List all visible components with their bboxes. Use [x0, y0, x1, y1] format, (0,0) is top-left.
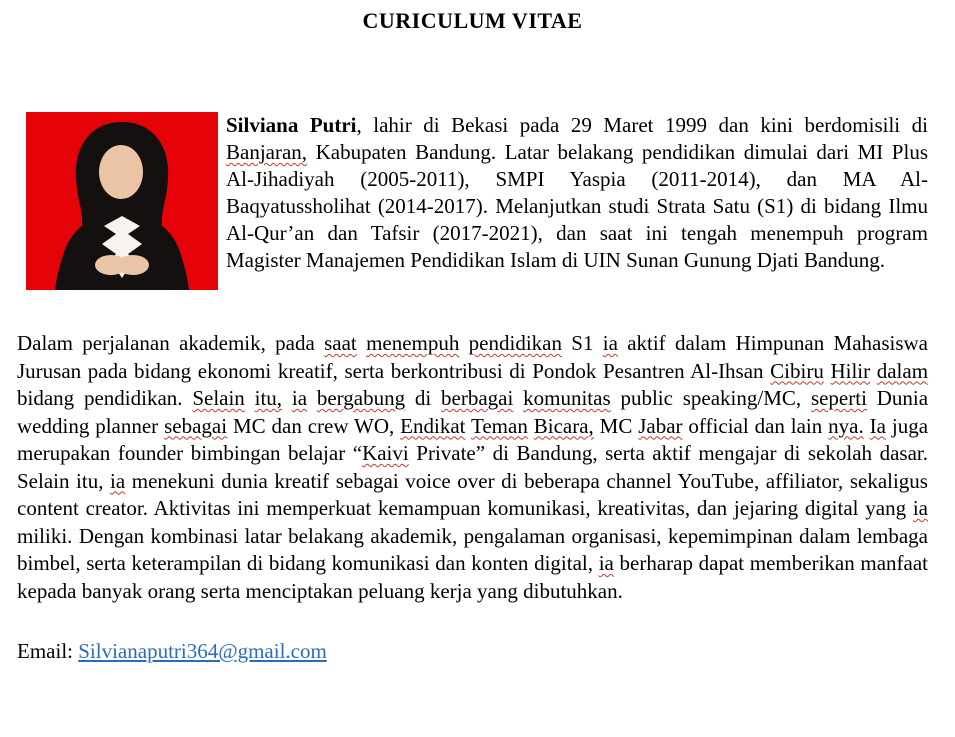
text-segment: menempuh — [366, 331, 460, 355]
text-segment — [357, 331, 366, 355]
text-segment: ia — [291, 386, 308, 410]
text-segment: Selain — [192, 386, 245, 410]
text-segment: Ia — [869, 413, 886, 438]
text-segment: MC dan crew WO, — [227, 413, 401, 438]
text-segment — [307, 386, 317, 410]
text-segment: sebagai — [164, 413, 228, 438]
text-segment: , lahir di Bekasi pada 29 Maret 1999 dan kini berdomisili di — [356, 113, 928, 137]
text-segment: miliki. Dengan kombinasi latar belakang akademik, pengalaman organisasi, kepemimpinan dalam lembaga bimbel, serta keterampilan di bidang komunikasi dan konten digital, — [17, 523, 928, 575]
text-segment: official dan lain — [682, 413, 829, 438]
text-segment: dalam — [876, 358, 929, 383]
text-segment: nya. — [828, 413, 864, 438]
text-segment: S1 — [561, 331, 603, 355]
text-segment: seperti — [810, 386, 867, 410]
text-segment: bidang pendidikan. — [17, 386, 193, 410]
text-segment: Banjaran, — [226, 140, 308, 164]
profile-photo — [26, 112, 218, 290]
text-segment: Cibiru — [770, 358, 824, 383]
text-segment: Kabupaten Bandung. Latar belakang pendidikan dimulai dari MI Plus Al-Jihadiyah (2005-2011), SMPI Yaspia (2011-2014), dan MA Al-Baqyatussholihat (2014-2017). Melanjutkan studi Strata Satu (S1) di bidang Ilmu Al-Qur’an dan Tafsir (2017-2021), dan saat ini tengah menempuh program Magister Manajemen Pendidikan Islam di UIN Sunan Gunung Djati Bandung. — [226, 140, 928, 272]
bio-paragraph — [226, 112, 928, 274]
text-segment: Kaivi — [362, 441, 409, 465]
text-segment: Jabar — [638, 413, 683, 438]
text-segment: berharap dapat memberikan manfaat kepada banyak orang serta menciptakan peluang kerja yang dibutuhkan. — [17, 551, 929, 603]
face-shape — [99, 145, 143, 199]
text-segment: Hilir — [830, 358, 871, 383]
text-segment: Bicara, — [533, 413, 594, 438]
hand-right — [117, 255, 149, 275]
text-segment: berbagai — [441, 386, 514, 410]
text-segment: MC — [593, 413, 639, 438]
text-segment — [513, 386, 523, 410]
text-segment: di — [405, 386, 442, 410]
text-segment: saat — [324, 331, 357, 355]
text-segment: Dunia wedding planner — [17, 386, 929, 438]
text-segment — [870, 359, 877, 383]
body-paragraph — [17, 330, 928, 605]
email-link[interactable]: Silvianaputri364@gmail.com — [78, 639, 327, 663]
text-segment: juga merupakan founder bimbingan belajar “ — [17, 413, 929, 465]
text-segment: Endikat — [400, 413, 466, 438]
text-segment: Silviana Putri — [226, 113, 357, 137]
text-segment: public speaking/MC, — [610, 386, 811, 410]
text-segment: ia — [598, 551, 614, 575]
text-segment: ia — [912, 496, 928, 520]
text-segment: Teman — [471, 413, 528, 438]
text-segment: Dalam perjalanan akademik, pada — [17, 331, 325, 355]
text-segment: itu, — [254, 386, 283, 410]
text-segment: menekuni dunia kreatif sebagai voice over di beberapa channel YouTube, affiliator, sekaligus content creator. Aktivitas ini memperkuat kemampuan komunikasi, kreativitas, dan jejaring digital yang — [17, 468, 928, 520]
text-segment: bergabung — [316, 386, 406, 410]
text-segment: aktif dalam Himpunan Mahasiswa Jurusan pada bidang ekonomi kreatif, serta berkontribusi di Pondok Pesantren Al-Ihsan — [17, 331, 928, 383]
text-segment: komunitas — [523, 386, 611, 410]
text-segment: ia — [110, 468, 126, 493]
text-segment: pendidikan — [468, 331, 562, 355]
document-title: CURICULUM VITAE — [362, 8, 583, 33]
text-segment: Private” di Bandung, serta aktif mengajar di sekolah dasar. Selain itu, — [17, 441, 928, 493]
text-segment — [245, 386, 255, 410]
portrait-illustration — [26, 112, 218, 290]
text-segment — [282, 386, 292, 410]
email-label: Email: — [17, 639, 79, 663]
text-segment — [459, 331, 468, 355]
bio-section — [17, 112, 928, 290]
email-line — [17, 639, 928, 664]
text-segment: ia — [602, 331, 618, 355]
